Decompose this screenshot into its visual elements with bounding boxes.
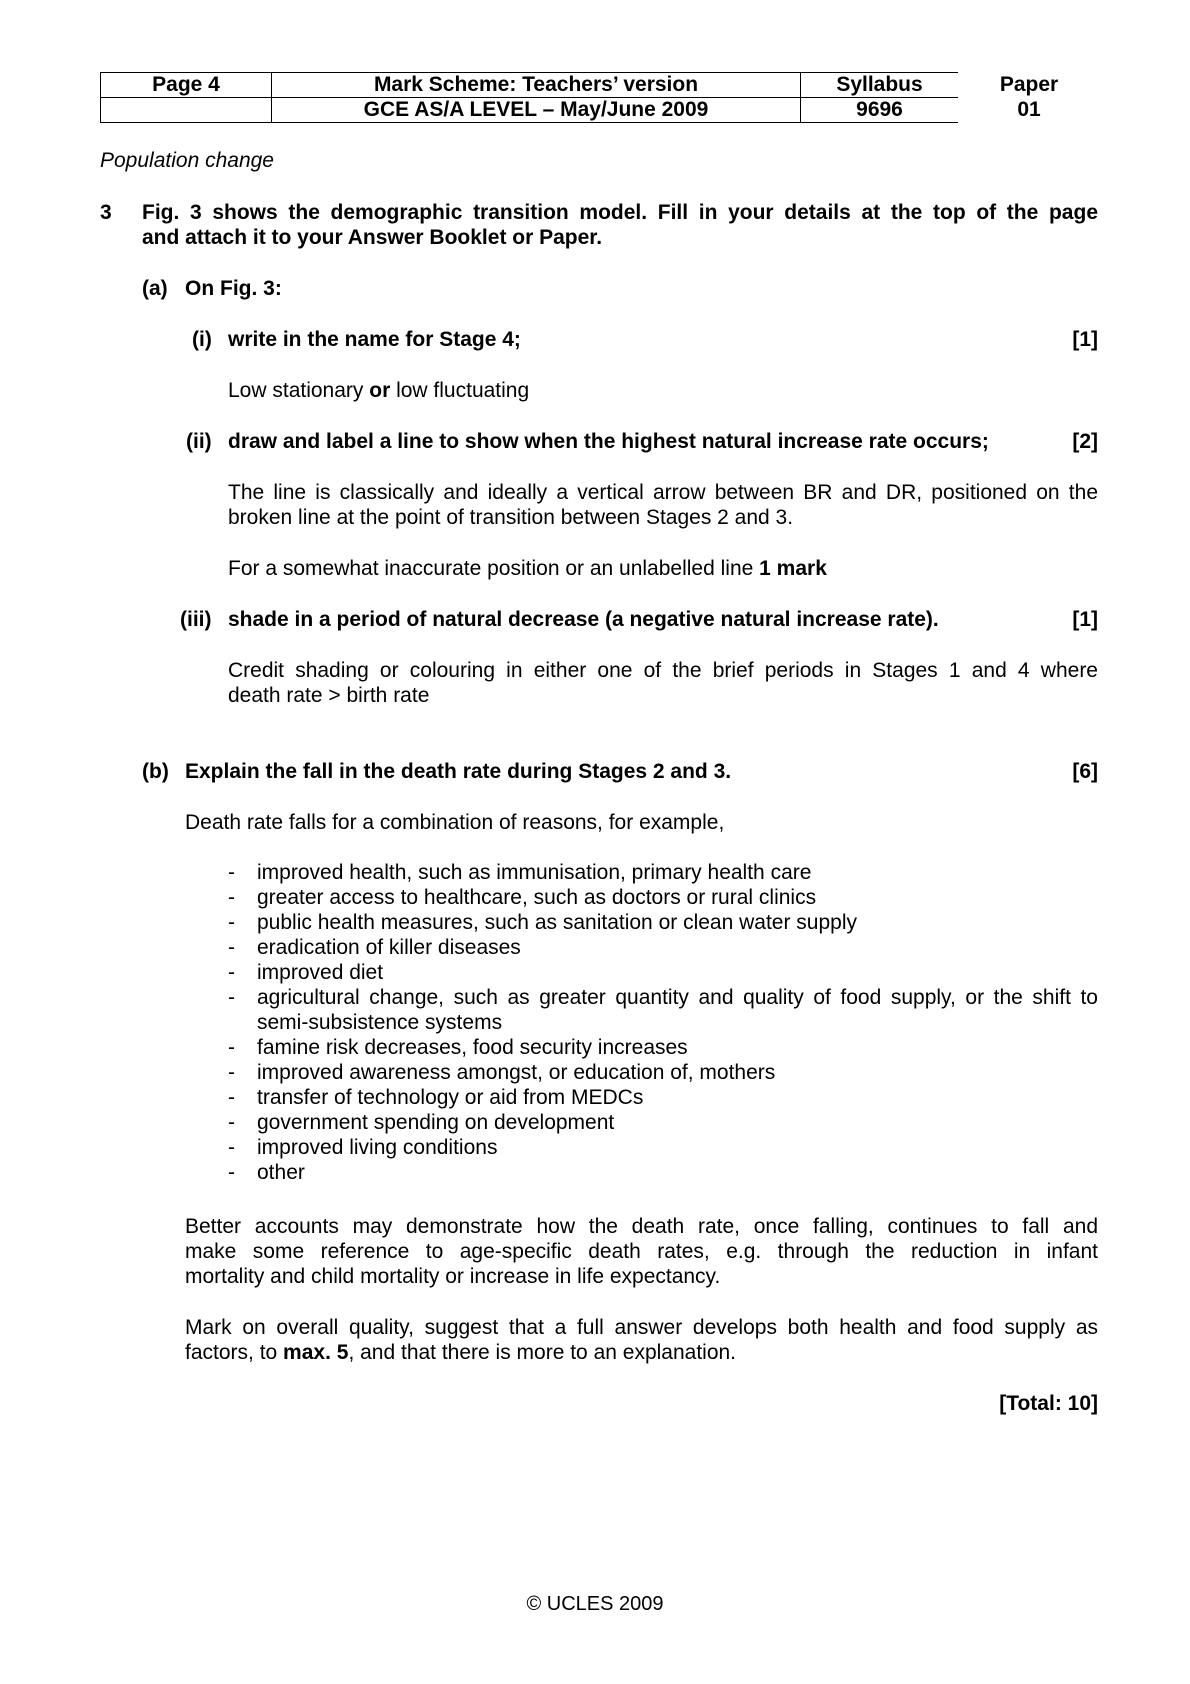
better-accounts-line-3: mortality and child mortality or increase in life expectancy.: [185, 1265, 721, 1288]
part-a-iii-text: shade in a period of natural decrease (a negative natural increase rate).: [228, 608, 939, 631]
part-a-i-answer: Low stationary or low fluctuating: [228, 379, 530, 402]
part-a-iii-label: (iii): [180, 608, 212, 631]
list-item: - improved health, such as immunisation, primary health care: [228, 861, 812, 884]
part-a-ii-text: draw and label a line to show when the highest natural increase rate occurs;: [228, 430, 989, 453]
part-a-i-label: (i): [192, 328, 212, 351]
part-a-text: On Fig. 3:: [185, 277, 282, 300]
part-a-ii-label: (ii): [186, 430, 212, 453]
header-title: Mark Scheme: Teachers’ version: [272, 73, 801, 98]
list-item: - improved living conditions: [228, 1136, 498, 1159]
list-item: - government spending on development: [228, 1111, 615, 1134]
list-item: - eradication of killer diseases: [228, 936, 521, 959]
reasons-list: [228, 860, 1098, 1185]
list-item: - transfer of technology or aid from MEDCs: [228, 1086, 644, 1109]
header-blank-cell: [101, 98, 272, 123]
part-a-iii-answer-line-2: death rate > birth rate: [228, 684, 430, 707]
part-b-marks: [6]: [1072, 760, 1098, 783]
part-b-intro: Death rate falls for a combination of reasons, for example,: [185, 811, 725, 834]
header-paper-number: 01: [1017, 98, 1041, 121]
header-table: [100, 72, 1100, 123]
list-item: - greater access to healthcare, such as doctors or rural clinics: [228, 886, 817, 909]
list-item: - agricultural change, such as greater quantity and quality of food supply, or the shift to semi-subsistence systems: [228, 986, 1098, 1034]
better-accounts-line-1: Better accounts may demonstrate how the death rate, once falling, continues to fall and: [185, 1215, 1098, 1238]
mark-guidance-line-2: factors, to max. 5, and that there is more to an explanation.: [185, 1341, 737, 1364]
header-syllabus-label: Syllabus: [801, 73, 959, 98]
header-exam: GCE AS/A LEVEL – May/June 2009: [272, 98, 801, 123]
part-a-ii-marks: [2]: [1072, 430, 1098, 453]
header-paper-label: Paper: [958, 73, 1100, 98]
total-marks: [Total: 10]: [999, 1392, 1098, 1415]
part-a-ii-partial-credit: For a somewhat inaccurate position or an unlabelled line 1 mark: [228, 557, 827, 580]
footer-copyright: © UCLES 2009: [526, 1593, 664, 1615]
part-a-i-text: write in the name for Stage 4;: [228, 328, 521, 351]
section-title: Population change: [100, 149, 274, 172]
part-a-ii-answer-line-1: The line is classically and ideally a vertical arrow between BR and DR, positioned on the: [228, 481, 1098, 504]
part-a-iii-marks: [1]: [1072, 608, 1098, 631]
list-item: - public health measures, such as sanitation or clean water supply: [228, 911, 857, 934]
list-item: - other: [228, 1161, 305, 1184]
list-item: - improved diet: [228, 961, 384, 984]
question-line-2: and attach it to your Answer Booklet or Paper.: [142, 226, 603, 249]
part-a-iii-answer-line-1: Credit shading or colouring in either one of the brief periods in Stages 1 and 4 where: [228, 659, 1098, 682]
mark-guidance-line-1: Mark on overall quality, suggest that a full answer develops both health and food supply as: [185, 1316, 1098, 1339]
part-a-ii-answer-line-2: broken line at the point of transition between Stages 2 and 3.: [228, 506, 794, 529]
header-syllabus-code: 9696: [801, 98, 959, 123]
list-item: - famine risk decreases, food security increases: [228, 1036, 688, 1059]
list-item: - improved awareness amongst, or education of, mothers: [228, 1061, 776, 1084]
part-b-text: Explain the fall in the death rate during Stages 2 and 3.: [185, 760, 732, 783]
better-accounts-line-2: make some reference to age-specific death rates, e.g. through the reduction in infant: [185, 1240, 1098, 1263]
part-a-i-marks: [1]: [1072, 328, 1098, 351]
part-a-label: (a): [142, 277, 168, 300]
header-page: Page 4: [101, 73, 272, 98]
part-b-label: (b): [142, 760, 169, 783]
question-number: 3: [100, 201, 112, 224]
question-line-1: Fig. 3 shows the demographic transition model. Fill in your details at the top of the page: [142, 201, 1098, 224]
